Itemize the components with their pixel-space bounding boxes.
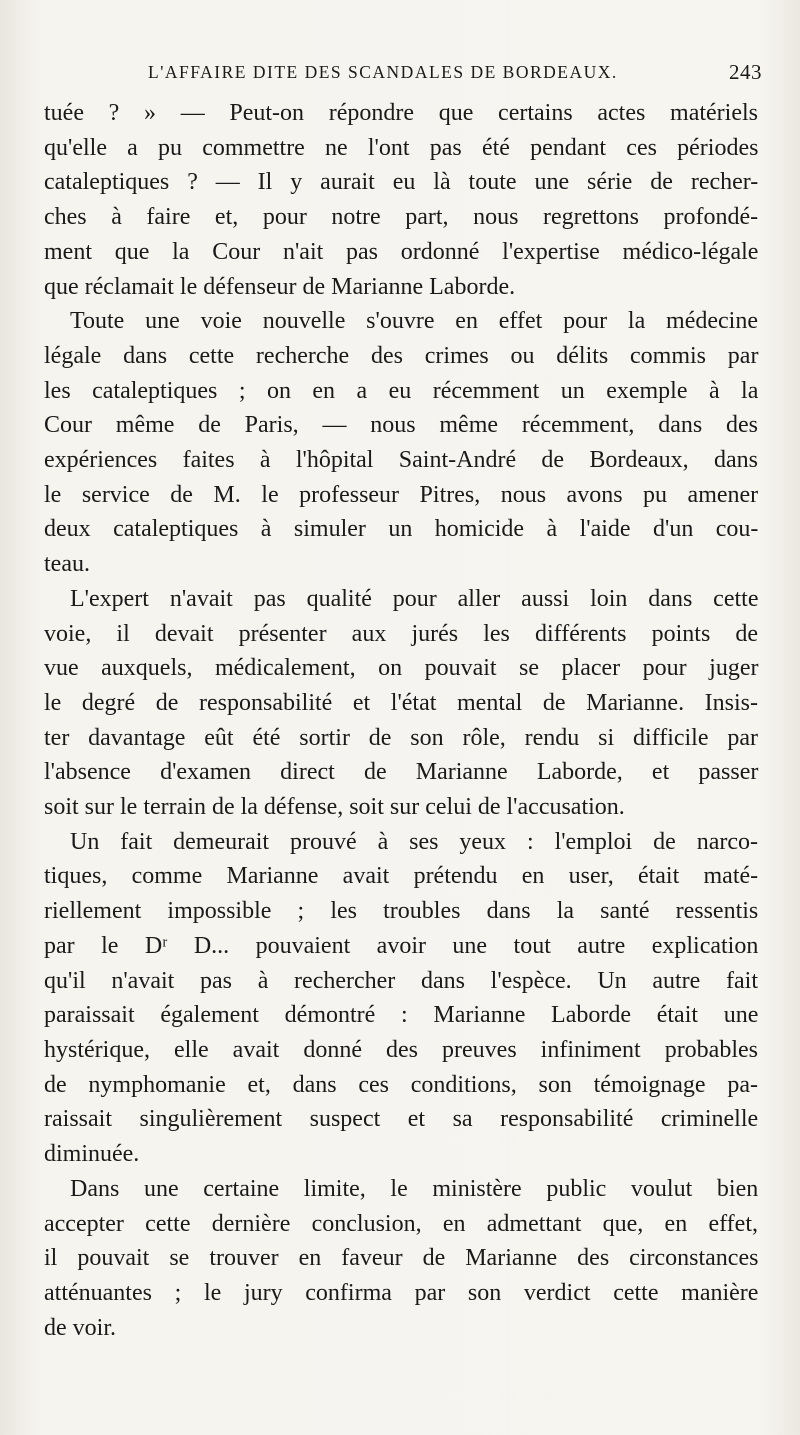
page-header [148,62,762,88]
text-line: riellement impossible ; les troubles dans la santé ressentis [44,898,759,925]
text-line: raissait singulièrement suspect et sa responsabilité criminelle [44,1106,759,1133]
text-line: de voir. [44,1314,116,1341]
text-line: Dans une certaine limite, le ministère public voulut bien [70,1175,759,1202]
text-line: Un fait demeurait prouvé à ses yeux : l'emploi de narco- [70,828,758,855]
text-line: ches à faire et, pour notre part, nous regrettons profondé- [44,204,759,231]
paragraph [44,304,758,582]
text-line: expériences faites à l'hôpital Saint-André de Bordeaux, dans [44,447,758,474]
text-line: tiques, comme Marianne avait prétendu en user, était maté- [44,863,759,890]
text-line: légale dans cette recherche des crimes ou délits commis par [44,342,759,369]
text-line: Cour même de Paris, — nous même récemment, dans des [44,412,758,439]
text-line: soit sur le terrain de la défense, soit sur celui de l'accusation. [44,794,625,821]
page-number: 243 [729,60,762,84]
text-line: cataleptiques ? — Il y aurait eu là toute une série de recher- [44,169,759,196]
text-line: atténuantes ; le jury confirma par son verdict cette manière [44,1279,759,1306]
body-text [44,96,758,1345]
text-line: qu'il n'avait pas à rechercher dans l'espèce. Un autre fait [44,967,758,994]
text-line: teau. [44,551,90,578]
text-line: paraissait également démontré : Marianne Laborde était une [44,1002,759,1029]
text-line: voie, il devait présenter aux jurés les différents points de [44,620,759,647]
text-line: ter davantage eût été sortir de son rôle, rendu si difficile par [44,724,758,751]
text-line: Toute une voie nouvelle s'ouvre en effet pour la médecine [70,308,758,335]
text-line: L'expert n'avait pas qualité pour aller aussi loin dans cette [70,585,759,612]
text-line: ment que la Cour n'ait pas ordonné l'expertise médico-légale [44,238,759,265]
text-line: l'absence d'examen direct de Marianne Laborde, et passer [44,759,759,786]
text-line: diminuée. [44,1141,140,1168]
text-line: vue auxquels, médicalement, on pouvait se placer pour juger [44,655,759,682]
text-line: par le Dʳ D... pouvaient avoir une tout autre explication [44,932,759,959]
paragraph [44,825,758,1172]
paragraph [44,96,758,304]
running-title: L'AFFAIRE DITE DES SCANDALES DE BORDEAUX. [148,62,618,82]
text-line: deux cataleptiques à simuler un homicide à l'aide d'un cou- [44,516,759,543]
text-line: que réclamait le défenseur de Marianne Laborde. [44,273,516,300]
text-line: tuée ? » — Peut-on répondre que certains actes matériels [44,100,758,126]
text-line: qu'elle a pu commettre ne l'ont pas été pendant ces périodes [44,134,759,161]
text-line: il pouvait se trouver en faveur de Marianne des circonstances [44,1245,759,1272]
paragraph [44,582,758,825]
text-line: de nymphomanie et, dans ces conditions, son témoignage pa- [44,1071,758,1098]
text-line: le service de M. le professeur Pitres, nous avons pu amener [44,481,759,508]
paragraph [44,1172,758,1346]
text-line: accepter cette dernière conclusion, en admettant que, en effet, [44,1210,758,1237]
text-line: le degré de responsabilité et l'état mental de Marianne. Insis- [44,689,758,716]
text-line: hystérique, elle avait donné des preuves infiniment probables [44,1036,758,1063]
text-line: les cataleptiques ; on en a eu récemment un exemple à la [44,377,759,404]
